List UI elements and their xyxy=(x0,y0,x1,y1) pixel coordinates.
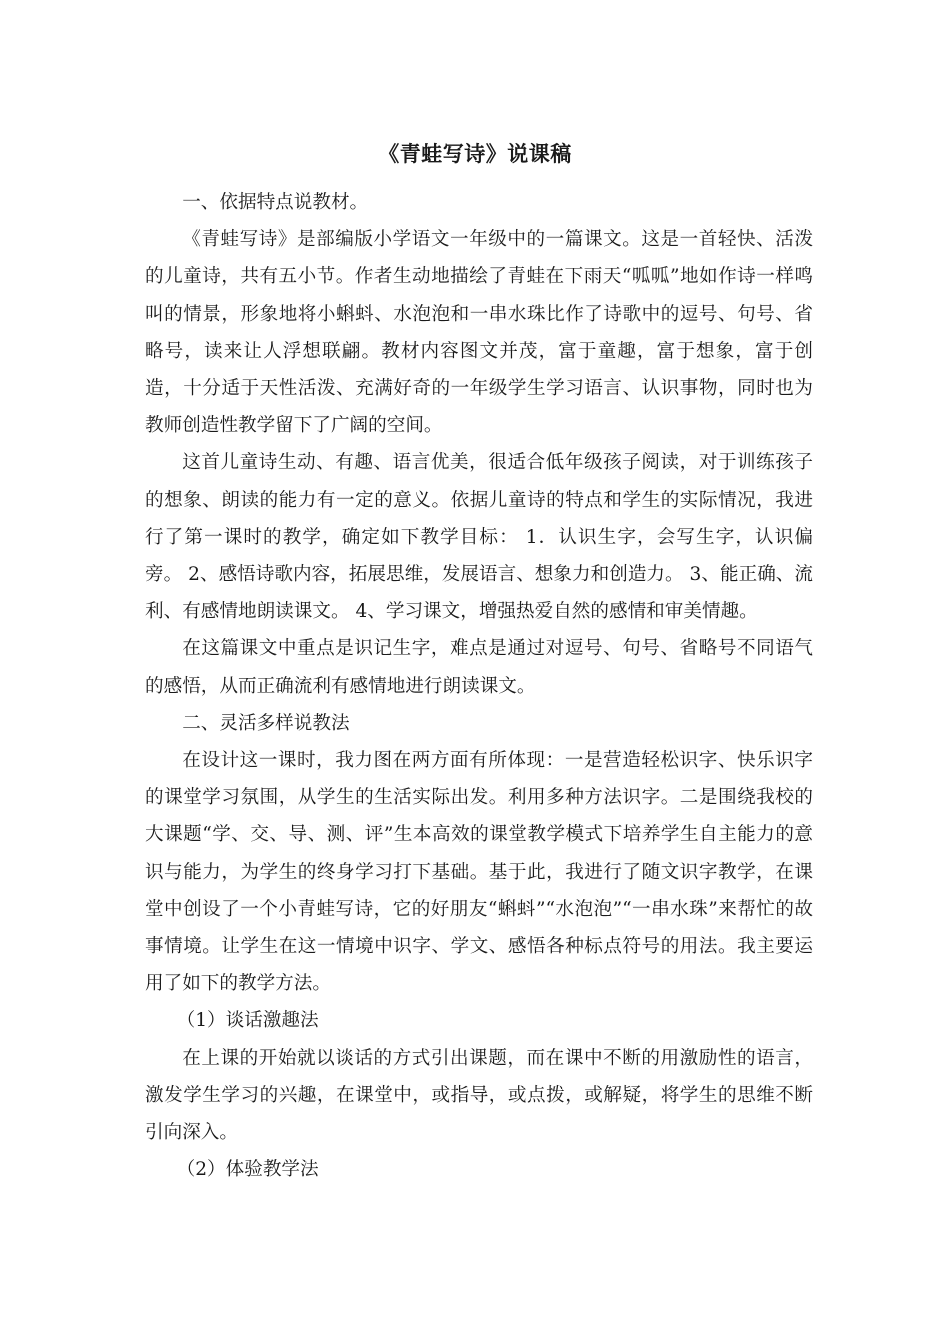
document-body xyxy=(145,184,813,1188)
paragraph-teaching-goals: 这首儿童诗生动、有趣、语言优美，很适合低年级孩子阅读，对于训练孩子的想象、朗读的能力有一定的意义。依据儿童诗的特点和学生的实际情况，我进行了第一课时的教学，确定如下教学目标： 1．认识生字，会写生字，认识偏旁。 2、感悟诗歌内容，拓展思维，发展语言、想象力和创造力。 3、能正确、流利、有感情地朗读课文。 4、学习课文，增强热爱自然的感情和审美情趣。 xyxy=(145,452,813,623)
paragraph-key-points: 在这篇课文中重点是识记生字，难点是通过对逗号、句号、省略号不同语气的感悟，从而正确流利有感情地进行朗读课文。 xyxy=(145,638,813,697)
paragraph-conversation-method: 在上课的开始就以谈话的方式引出课题，而在课中不断的用激励性的语言，激发学生学习的兴趣，在课堂中，或指导，或点拨，或解疑，将学生的思维不断引向深入。 xyxy=(145,1047,813,1144)
paragraph-teaching-design: 在设计这一课时，我力图在两方面有所体现：一是营造轻松识字、快乐识字的课堂学习氛围，从学生的生活实际出发。利用多种方法识字。二是围绕我校的大课题“学、交、导、测、评”生本高效的课堂教学模式下培养学生自主能力的意识与能力，为学生的终身学习打下基础。基于此，我进行了随文识字教学，在课堂中创设了一个小青蛙写诗，它的好朋友“蝌蚪”“水泡泡”“一串水珠”来帮忙的故事情境。让学生在这一情境中识字、学文、感悟各种标点符号的用法。我主要运用了如下的教学方法。 xyxy=(145,750,813,995)
section-heading-1: 一、依据特点说教材。 xyxy=(182,192,369,213)
document-title: 《青蛙写诗》说课稿 xyxy=(378,141,572,166)
paragraph-textbook-intro: 《青蛙写诗》是部编版小学语文一年级中的一篇课文。这是一首轻快、活泼的儿童诗，共有五小节。作者生动地描绘了青蛙在下雨天“呱呱”地如作诗一样鸣叫的情景，形象地将小蝌蚪、水泡泡和一串水珠比作了诗歌中的逗号、句号、省略号，读来让人浮想联翩。教材内容图文并茂，富于童趣，富于想象，富于创造，十分适于天性活泼、充满好奇的一年级学生学习语言、认识事物，同时也为教师创造性教学留下了广阔的空间。 xyxy=(145,229,813,437)
section-heading-2: 二、灵活多样说教法 xyxy=(182,712,350,734)
method-heading-2: （2）体验教学法 xyxy=(176,1159,319,1181)
method-heading-1: （1）谈话激趣法 xyxy=(176,1010,319,1032)
